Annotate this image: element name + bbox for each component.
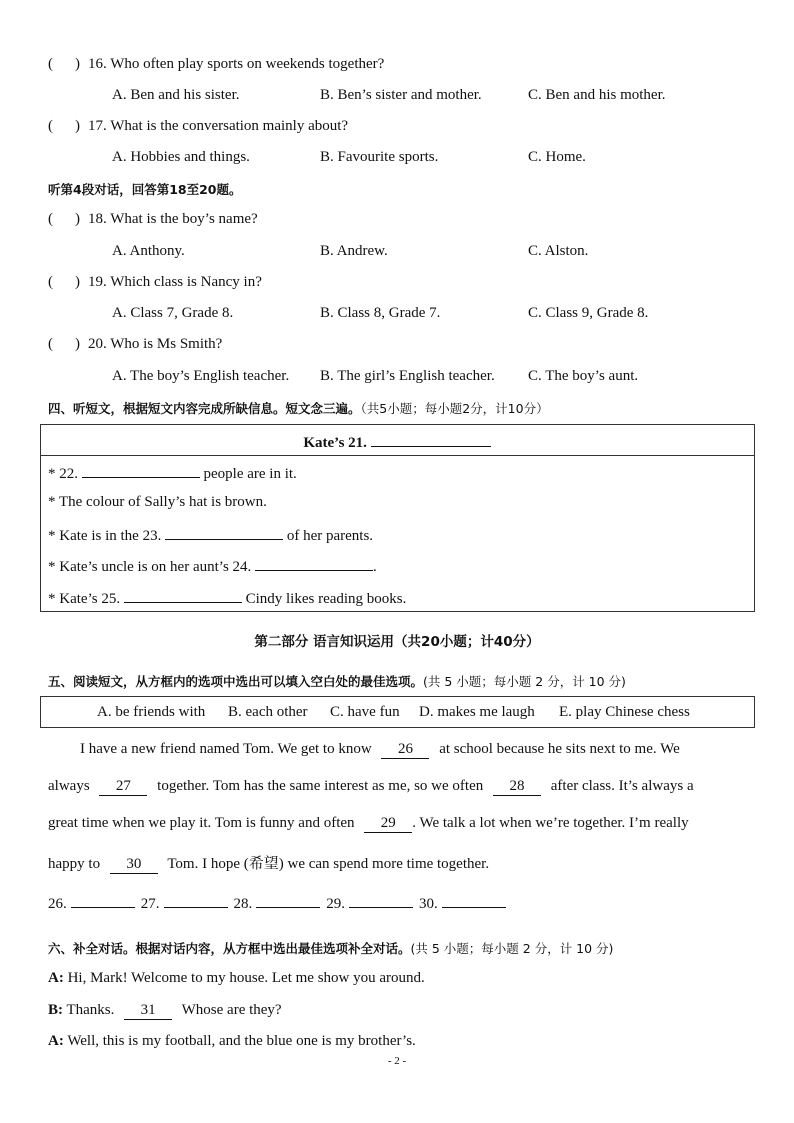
answer-line bbox=[48, 893, 512, 913]
q19-option-b: B. Class 8, Grade 7. bbox=[320, 305, 441, 321]
table-row-25-post: Cindy likes reading books. bbox=[245, 591, 407, 607]
blank-21[interactable] bbox=[371, 432, 491, 447]
q20-question: 20. Who is Ms Smith? bbox=[88, 336, 223, 352]
table-divider bbox=[40, 455, 755, 456]
dialog-line-a2 bbox=[48, 1033, 416, 1050]
q18-paren: ( ) bbox=[48, 211, 80, 227]
q20-option-a: A. The boy’s English teacher. bbox=[112, 368, 290, 384]
table-row-hat: * The colour of Sally’s hat is brown. bbox=[48, 494, 267, 510]
dialog-line-a1 bbox=[48, 970, 425, 987]
table-row-22 bbox=[48, 463, 297, 483]
blank-30[interactable]: 30 bbox=[110, 856, 158, 874]
section6-score: (共 5 小题；每小题 2 分，计 10 分) bbox=[410, 941, 614, 956]
q16-paren: ( ) bbox=[48, 56, 80, 72]
blank-26[interactable]: 26 bbox=[381, 741, 429, 759]
q18-option-c: C. Alston. bbox=[528, 243, 589, 259]
speaker-a-2: A: bbox=[48, 1033, 64, 1049]
section5-title: 五、阅读短文，从方框内的选项中选出可以填入空白处的最佳选项。 bbox=[48, 674, 424, 689]
answer-blank-27[interactable] bbox=[164, 893, 228, 908]
q18-option-b: B. Andrew. bbox=[320, 243, 388, 259]
part2-title: 第二部分 语言知识运用（共20小题；计40分） bbox=[254, 634, 540, 650]
q17-option-b: B. Favourite sports. bbox=[320, 149, 439, 165]
blank-24[interactable] bbox=[255, 556, 373, 571]
dialog-line-b1 bbox=[48, 1002, 282, 1020]
passage-line-2 bbox=[48, 778, 694, 796]
q20-paren: ( ) bbox=[48, 336, 80, 352]
table-row-24-post: . bbox=[373, 559, 377, 575]
q19-option-c: C. Class 9, Grade 8. bbox=[528, 305, 649, 321]
table-row-22-post: people are in it. bbox=[203, 466, 297, 482]
dialog-b1-text-b: Whose are they? bbox=[181, 1002, 282, 1018]
section-dialog4-heading: 听第4段对话，回答第18至20题。 bbox=[48, 182, 242, 197]
q19-paren: ( ) bbox=[48, 274, 80, 290]
answer-blank-29[interactable] bbox=[349, 893, 413, 908]
passage-l2-a: always bbox=[48, 778, 90, 794]
answer-blank-26[interactable] bbox=[71, 893, 135, 908]
q20-option-b: B. The girl’s English teacher. bbox=[320, 368, 495, 384]
blank-31[interactable]: 31 bbox=[124, 1002, 172, 1020]
blank-29[interactable]: 29 bbox=[364, 815, 412, 833]
section5-heading bbox=[48, 672, 626, 691]
dialog-a1-text: Hi, Mark! Welcome to my house. Let me show you around. bbox=[67, 970, 425, 986]
section6-title: 六、补全对话。根据对话内容，从方框中选出最佳选项补全对话。 bbox=[48, 941, 411, 956]
option-d: D. makes me laugh bbox=[419, 704, 535, 720]
passage-l1-b: at school because he sits next to me. We bbox=[439, 741, 680, 757]
answer-label-30: 30. bbox=[419, 896, 438, 912]
speaker-a: A: bbox=[48, 970, 64, 986]
passage-line-3 bbox=[48, 815, 689, 833]
blank-28[interactable]: 28 bbox=[493, 778, 541, 796]
table-header-text: Kate’s 21. bbox=[303, 435, 367, 451]
option-e: E. play Chinese chess bbox=[559, 704, 690, 720]
table-row-22-pre: * 22. bbox=[48, 466, 78, 482]
passage-line-1 bbox=[80, 741, 680, 759]
passage-l3-b: . We talk a lot when we’re together. I’m really bbox=[412, 815, 689, 831]
q17-question: 17. What is the conversation mainly about? bbox=[88, 118, 349, 134]
q20-option-c: C. The boy’s aunt. bbox=[528, 368, 639, 384]
option-c: C. have fun bbox=[330, 704, 400, 720]
table-row-23-pre: * Kate is in the 23. bbox=[48, 528, 162, 544]
dialog-a2-text: Well, this is my football, and the blue one is my brother’s. bbox=[67, 1033, 416, 1049]
option-a: A. be friends with bbox=[97, 704, 206, 720]
passage-l4-b: Tom. I hope (希望) we can spend more time together. bbox=[167, 856, 490, 872]
q16-option-b: B. Ben’s sister and mother. bbox=[320, 87, 482, 103]
blank-22[interactable] bbox=[82, 463, 200, 478]
dialog-b1-text-a: Thanks. bbox=[66, 1002, 115, 1018]
blank-27[interactable]: 27 bbox=[99, 778, 147, 796]
answer-label-29: 29. bbox=[326, 896, 345, 912]
q18-question: 18. What is the boy’s name? bbox=[88, 211, 258, 227]
table-row-24-pre: * Kate’s uncle is on her aunt’s 24. bbox=[48, 559, 252, 575]
section4-title: 四、听短文，根据短文内容完成所缺信息。短文念三遍。 bbox=[48, 401, 361, 416]
answer-label-28: 28. bbox=[233, 896, 253, 912]
table-row-23-post: of her parents. bbox=[286, 528, 374, 544]
section4-score: （共5小题；每小题2分，计10分） bbox=[360, 401, 549, 416]
passage-l1-a: I have a new friend named Tom. We get to know bbox=[80, 741, 372, 757]
option-b: B. each other bbox=[228, 704, 308, 720]
passage-line-4 bbox=[48, 852, 489, 874]
table-row-24 bbox=[48, 556, 377, 576]
section6-heading bbox=[48, 939, 613, 958]
q17-option-a: A. Hobbies and things. bbox=[112, 149, 250, 165]
passage-l2-b: together. Tom has the same interest as me, so we often bbox=[157, 778, 484, 794]
page-number: - 2 - bbox=[387, 1055, 407, 1067]
answer-blank-30[interactable] bbox=[442, 893, 506, 908]
answer-label-26: 26. bbox=[48, 896, 67, 912]
table-row-23 bbox=[48, 525, 373, 545]
q19-question: 19. Which class is Nancy in? bbox=[88, 274, 262, 290]
passage-l2-c: after class. It’s always a bbox=[550, 778, 694, 794]
q16-option-c: C. Ben and his mother. bbox=[528, 87, 666, 103]
answer-blank-28[interactable] bbox=[256, 893, 320, 908]
q19-option-a: A. Class 7, Grade 8. bbox=[112, 305, 234, 321]
section4-heading bbox=[48, 399, 549, 418]
table-row-25 bbox=[48, 588, 406, 608]
q17-paren: ( ) bbox=[48, 118, 80, 134]
passage-l3-a: great time when we play it. Tom is funny and often bbox=[48, 815, 355, 831]
blank-25[interactable] bbox=[124, 588, 242, 603]
section5-score: (共 5 小题；每小题 2 分，计 10 分) bbox=[423, 674, 626, 689]
passage-l4-a: happy to bbox=[48, 856, 101, 872]
q16-question: 16. Who often play sports on weekends together? bbox=[88, 56, 385, 72]
table-row-25-pre: * Kate’s 25. bbox=[48, 591, 121, 607]
q18-option-a: A. Anthony. bbox=[112, 243, 185, 259]
q17-option-c: C. Home. bbox=[528, 149, 586, 165]
q16-option-a: A. Ben and his sister. bbox=[112, 87, 240, 103]
blank-23[interactable] bbox=[165, 525, 283, 540]
answer-label-27: 27. bbox=[140, 896, 160, 912]
table-header bbox=[0, 432, 794, 452]
speaker-b: B: bbox=[48, 1002, 63, 1018]
info-table bbox=[40, 424, 755, 612]
